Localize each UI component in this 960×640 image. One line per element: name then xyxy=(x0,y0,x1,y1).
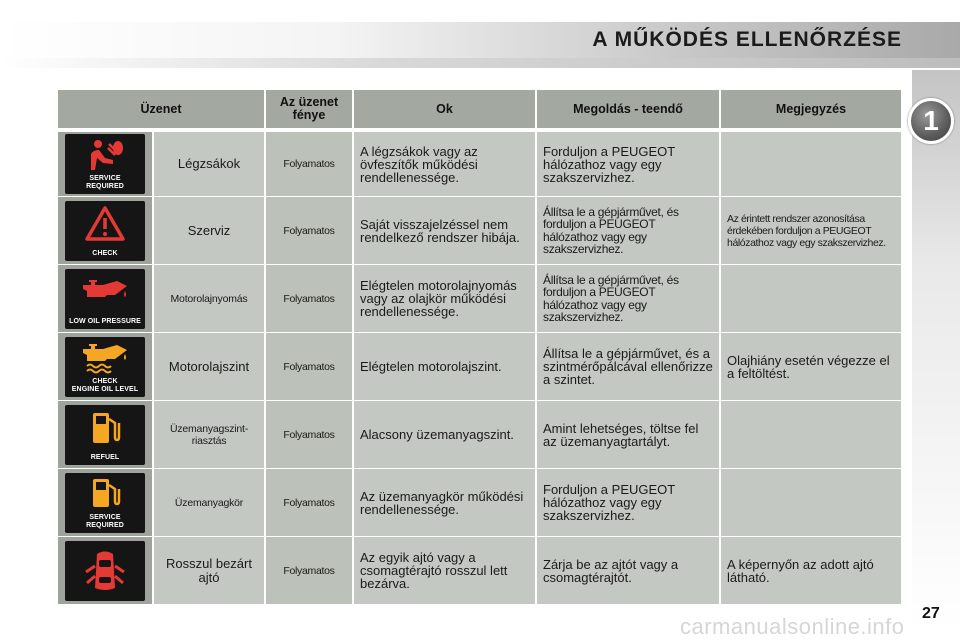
column-header-cause: Ok xyxy=(354,90,535,128)
light-cell: Folyamatos xyxy=(266,333,352,400)
warning-triangle-icon xyxy=(83,205,127,243)
oil-level-warning-lamp xyxy=(65,337,145,397)
oil-level-icon xyxy=(77,341,133,375)
door-open-warning-lamp xyxy=(65,541,145,601)
table-row xyxy=(58,468,901,536)
solution-cell: Állítsa le a gépjárművet, és forduljon a PEUGEOT hálózathoz vagy egy szakszervizhez. xyxy=(537,197,719,264)
table-row xyxy=(58,400,901,468)
cause-cell: A légzsákok vagy az övfeszítők működési rendellenessége. xyxy=(354,132,535,196)
solution-cell: Forduljon a PEUGEOT hálózathoz vagy egy szakszervizhez. xyxy=(537,132,719,196)
note-cell xyxy=(721,265,901,332)
light-cell: Folyamatos xyxy=(266,265,352,332)
page-number: 27 xyxy=(922,605,940,622)
message-cell: Rosszul bezárt ajtó xyxy=(154,537,264,604)
light-cell: Folyamatos xyxy=(266,401,352,468)
cause-cell: Alacsony üzemanyagszint. xyxy=(354,401,535,468)
lamp-label: LOW OIL PRESSURE xyxy=(69,317,141,325)
solution-cell: Forduljon a PEUGEOT hálózathoz vagy egy szakszervizhez. xyxy=(537,469,719,536)
light-cell: Folyamatos xyxy=(266,197,352,264)
solution-cell: Állítsa le a gépjárművet, és forduljon a PEUGEOT hálózathoz vagy egy szakszervizhez. xyxy=(537,265,719,332)
lamp-label: SERVICE REQUIRED xyxy=(86,513,124,529)
column-header-note: Megjegyzés xyxy=(721,90,901,128)
column-header-light: Az üzenet fénye xyxy=(266,90,352,128)
table-row xyxy=(58,196,901,264)
cause-cell: Az üzemanyagkör működési rendellenessége. xyxy=(354,469,535,536)
check-warning-lamp xyxy=(65,201,145,261)
message-cell: Légzsákok xyxy=(154,132,264,196)
solution-cell: Amint lehetséges, töltse fel az üzemanyagtartályt. xyxy=(537,401,719,468)
table-header xyxy=(58,90,901,128)
cause-cell: Elégtelen motorolajnyomás vagy az olajkör működési rendellenessége. xyxy=(354,265,535,332)
chapter-side-tab xyxy=(912,70,960,630)
fuel-pump-icon xyxy=(85,477,125,511)
note-cell xyxy=(721,132,901,196)
page-title: A MŰKÖDÉS ELLENŐRZÉSE xyxy=(592,28,902,51)
table-row xyxy=(58,128,901,196)
chapter-badge: 1 xyxy=(908,98,954,144)
table-row xyxy=(58,332,901,400)
light-cell: Folyamatos xyxy=(266,537,352,604)
lamp-label: CHECK xyxy=(92,249,118,257)
lamp-label: CHECK ENGINE OIL LEVEL xyxy=(71,377,139,393)
message-cell: Motorolajnyomás xyxy=(154,265,264,332)
airbag-warning-lamp xyxy=(65,134,145,194)
note-cell xyxy=(721,469,901,536)
cause-cell: Elégtelen motorolajszint. xyxy=(354,333,535,400)
door-open-icon xyxy=(80,546,130,596)
message-cell: Szerviz xyxy=(154,197,264,264)
solution-cell: Zárja be az ajtót vagy a csomagtérajtót. xyxy=(537,537,719,604)
light-cell: Folyamatos xyxy=(266,469,352,536)
fuel-circuit-warning-lamp xyxy=(65,473,145,533)
light-cell: Folyamatos xyxy=(266,132,352,196)
solution-cell: Állítsa le a gépjárművet, és a szintmérőpálcával ellenőrizze a szintet. xyxy=(537,333,719,400)
column-header-solution: Megoldás - teendő xyxy=(537,90,719,128)
oil-pressure-warning-lamp xyxy=(65,269,145,329)
table-row xyxy=(58,536,901,604)
column-header-message: Üzenet xyxy=(58,90,264,128)
note-cell: Olajhiány esetén végezze el a feltöltést. xyxy=(721,333,901,400)
header-rule xyxy=(0,58,960,68)
table-row xyxy=(58,264,901,332)
lamp-label: REFUEL xyxy=(90,453,120,461)
note-cell xyxy=(721,401,901,468)
message-cell: Üzemanyagkör xyxy=(154,469,264,536)
fuel-pump-icon xyxy=(85,409,125,447)
oil-can-icon xyxy=(77,273,133,307)
note-cell: A képernyőn az adott ajtó látható. xyxy=(721,537,901,604)
cause-cell: Az egyik ajtó vagy a csomagtérajtó rosszul lett bezárva. xyxy=(354,537,535,604)
note-cell: Az érintett rendszer azonosítása érdekében forduljon a PEUGEOT hálózathoz vagy egy szakszervizhez. xyxy=(721,197,901,264)
message-cell: Üzemanyagszint-riasztás xyxy=(154,401,264,468)
lamp-label: SERVICE REQUIRED xyxy=(86,175,124,190)
message-cell: Motorolajszint xyxy=(154,333,264,400)
watermark: carmanualsonline.info xyxy=(680,614,905,639)
cause-cell: Saját visszajelzéssel nem rendelkező rendszer hibája. xyxy=(354,197,535,264)
airbag-icon xyxy=(83,138,127,174)
warning-table xyxy=(58,90,901,604)
refuel-warning-lamp xyxy=(65,405,145,465)
